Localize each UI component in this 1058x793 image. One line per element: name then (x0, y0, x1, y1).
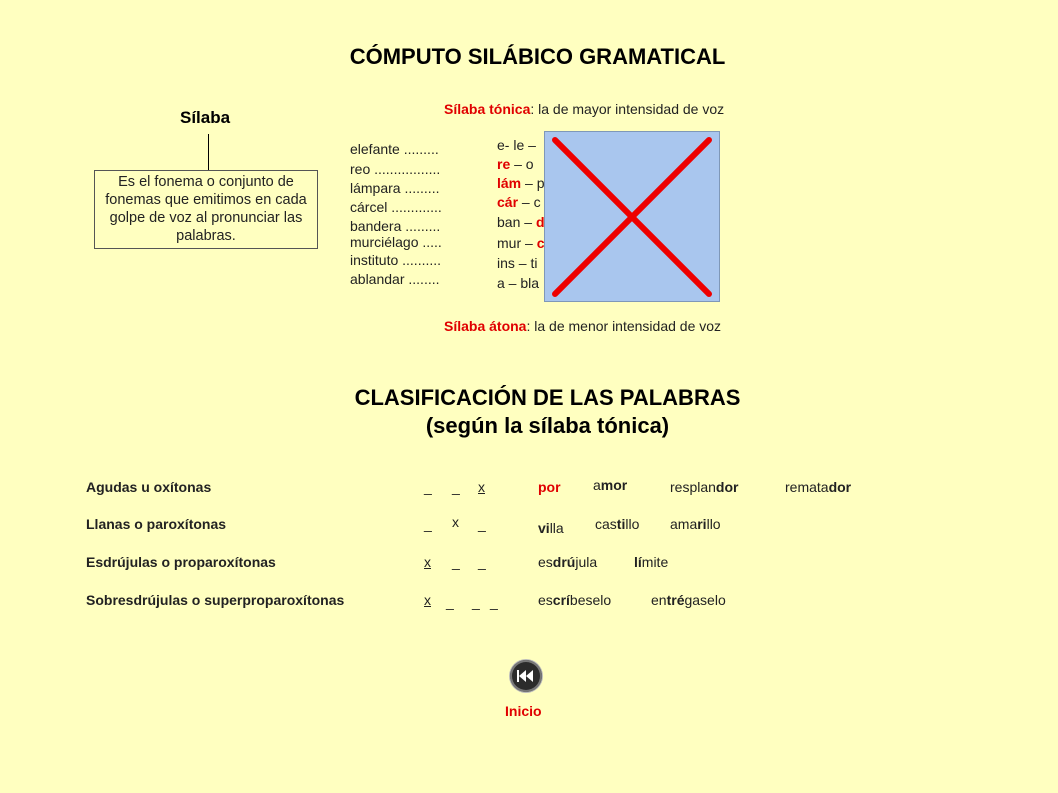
syllable-part: c (536, 235, 545, 251)
tonica-term: Sílaba tónica (444, 101, 531, 117)
example-part: ama (670, 516, 698, 532)
syllable-part: lám (497, 175, 522, 191)
pattern-mark: x (478, 479, 485, 495)
example-por (538, 479, 561, 495)
example-esdrujula (538, 554, 597, 570)
row-label-llanas: Llanas o paroxítonas (86, 516, 227, 532)
syllable-part: ban – (497, 214, 536, 230)
pattern-mark: _ (452, 554, 460, 570)
pattern-mark: _ (478, 554, 486, 570)
atona-rest: : la de menor intensidad de voz (526, 318, 722, 334)
example-part: mite (641, 554, 669, 570)
syllable-line (497, 255, 537, 271)
page-title: CÓMPUTO SILÁBICO GRAMATICAL (349, 44, 726, 69)
example-part: por (538, 479, 561, 495)
example-escribeselo (538, 592, 611, 608)
pattern-mark: _ (452, 479, 460, 495)
syllable-part: – p (521, 175, 545, 191)
example-part: tré (666, 592, 685, 608)
syllable-part: re (497, 156, 511, 172)
example-part: lla (549, 520, 564, 536)
example-part: en (651, 592, 667, 608)
example-part: drú (552, 554, 576, 570)
example-part: jula (575, 554, 598, 570)
connector-line (208, 134, 209, 171)
syllable-part: cár (497, 194, 519, 210)
back-button[interactable] (510, 660, 542, 692)
word-item: murciélago ..... (350, 234, 442, 250)
word-item: cárcel ............. (350, 199, 442, 215)
example-part: gaselo (684, 592, 726, 608)
example-part: remata (785, 479, 829, 495)
word-item: ablandar ........ (350, 271, 440, 287)
rewind-icon (510, 660, 542, 692)
example-part: crí (552, 592, 570, 608)
classification-title-line2: (según la sílaba tónica) (425, 413, 670, 438)
example-part: dor (828, 479, 852, 495)
word-item: reo ................. (350, 161, 441, 177)
pattern-mark: _ (424, 516, 432, 532)
pattern-mark: x (424, 554, 431, 570)
example-part: ri (697, 516, 707, 532)
example-part: llo (625, 516, 640, 532)
syllable-line (497, 156, 534, 172)
pattern-mark: _ (472, 594, 480, 610)
tonica-definition (444, 101, 724, 117)
example-part: es (538, 592, 553, 608)
syllable-line (497, 137, 536, 153)
example-villa (538, 520, 564, 536)
tonica-rest: : la de mayor intensidad de voz (530, 101, 725, 117)
example-entregaselo (651, 592, 726, 608)
example-part: ti (616, 516, 626, 532)
example-part: es (538, 554, 553, 570)
syllable-line (497, 235, 544, 251)
row-label-agudas: Agudas u oxítonas (86, 479, 212, 495)
classification-title-line1: CLASIFICACIÓN DE LAS PALABRAS (354, 385, 741, 410)
syllable-line (497, 175, 544, 191)
syllable-part: – o (510, 156, 534, 172)
example-part: a (593, 477, 601, 493)
classification-title (0, 384, 1058, 440)
syllable-line (497, 275, 539, 291)
pattern-mark: _ (446, 594, 454, 610)
example-limite (634, 554, 668, 570)
pattern-mark: x (452, 514, 459, 530)
example-resplandor (670, 479, 738, 495)
close-x-icon (545, 132, 719, 301)
example-part: llo (706, 516, 721, 532)
syllable-part: mur – (497, 235, 537, 251)
inicio-link[interactable]: Inicio (505, 703, 542, 719)
example-part: beselo (569, 592, 612, 608)
example-amarillo (670, 516, 721, 532)
pattern-mark: _ (478, 516, 486, 532)
pattern-mark: _ (490, 594, 498, 610)
row-label-sobresdrujulas: Sobresdrújulas o superproparoxítonas (86, 592, 345, 608)
syllable-part: e- le – (497, 137, 536, 153)
syllable-part: ins – ti (497, 255, 538, 271)
example-part: dor (715, 479, 739, 495)
syllable-part: d (535, 214, 545, 230)
atona-definition (444, 318, 721, 334)
example-part: mor (600, 477, 628, 493)
word-item: instituto .......... (350, 252, 442, 268)
silaba-definition: Es el fonema o conjunto de fonemas que emitimos en cada golpe de voz al pronunciar las palabras. (94, 170, 318, 249)
silaba-heading: Sílaba (180, 108, 231, 127)
atona-term: Sílaba átona (444, 318, 527, 334)
syllable-part: a – bla (497, 275, 540, 291)
syllable-part: – c (518, 194, 541, 210)
example-part: vi (538, 520, 550, 536)
example-part: cas (595, 516, 617, 532)
pattern-mark: _ (424, 479, 432, 495)
word-item: lámpara ......... (350, 180, 440, 196)
example-amor (593, 477, 627, 493)
word-item: elefante ......... (350, 141, 439, 157)
word-item: bandera ......... (350, 218, 441, 234)
syllable-line (497, 194, 541, 210)
example-part: lí (634, 554, 642, 570)
cover-box[interactable] (544, 131, 720, 302)
example-rematador (785, 479, 851, 495)
example-part: resplan (670, 479, 716, 495)
pattern-mark: x (424, 592, 431, 608)
row-label-esdrujulas: Esdrújulas o proparoxítonas (86, 554, 276, 570)
syllable-line (497, 214, 545, 230)
example-castillo (595, 516, 639, 532)
